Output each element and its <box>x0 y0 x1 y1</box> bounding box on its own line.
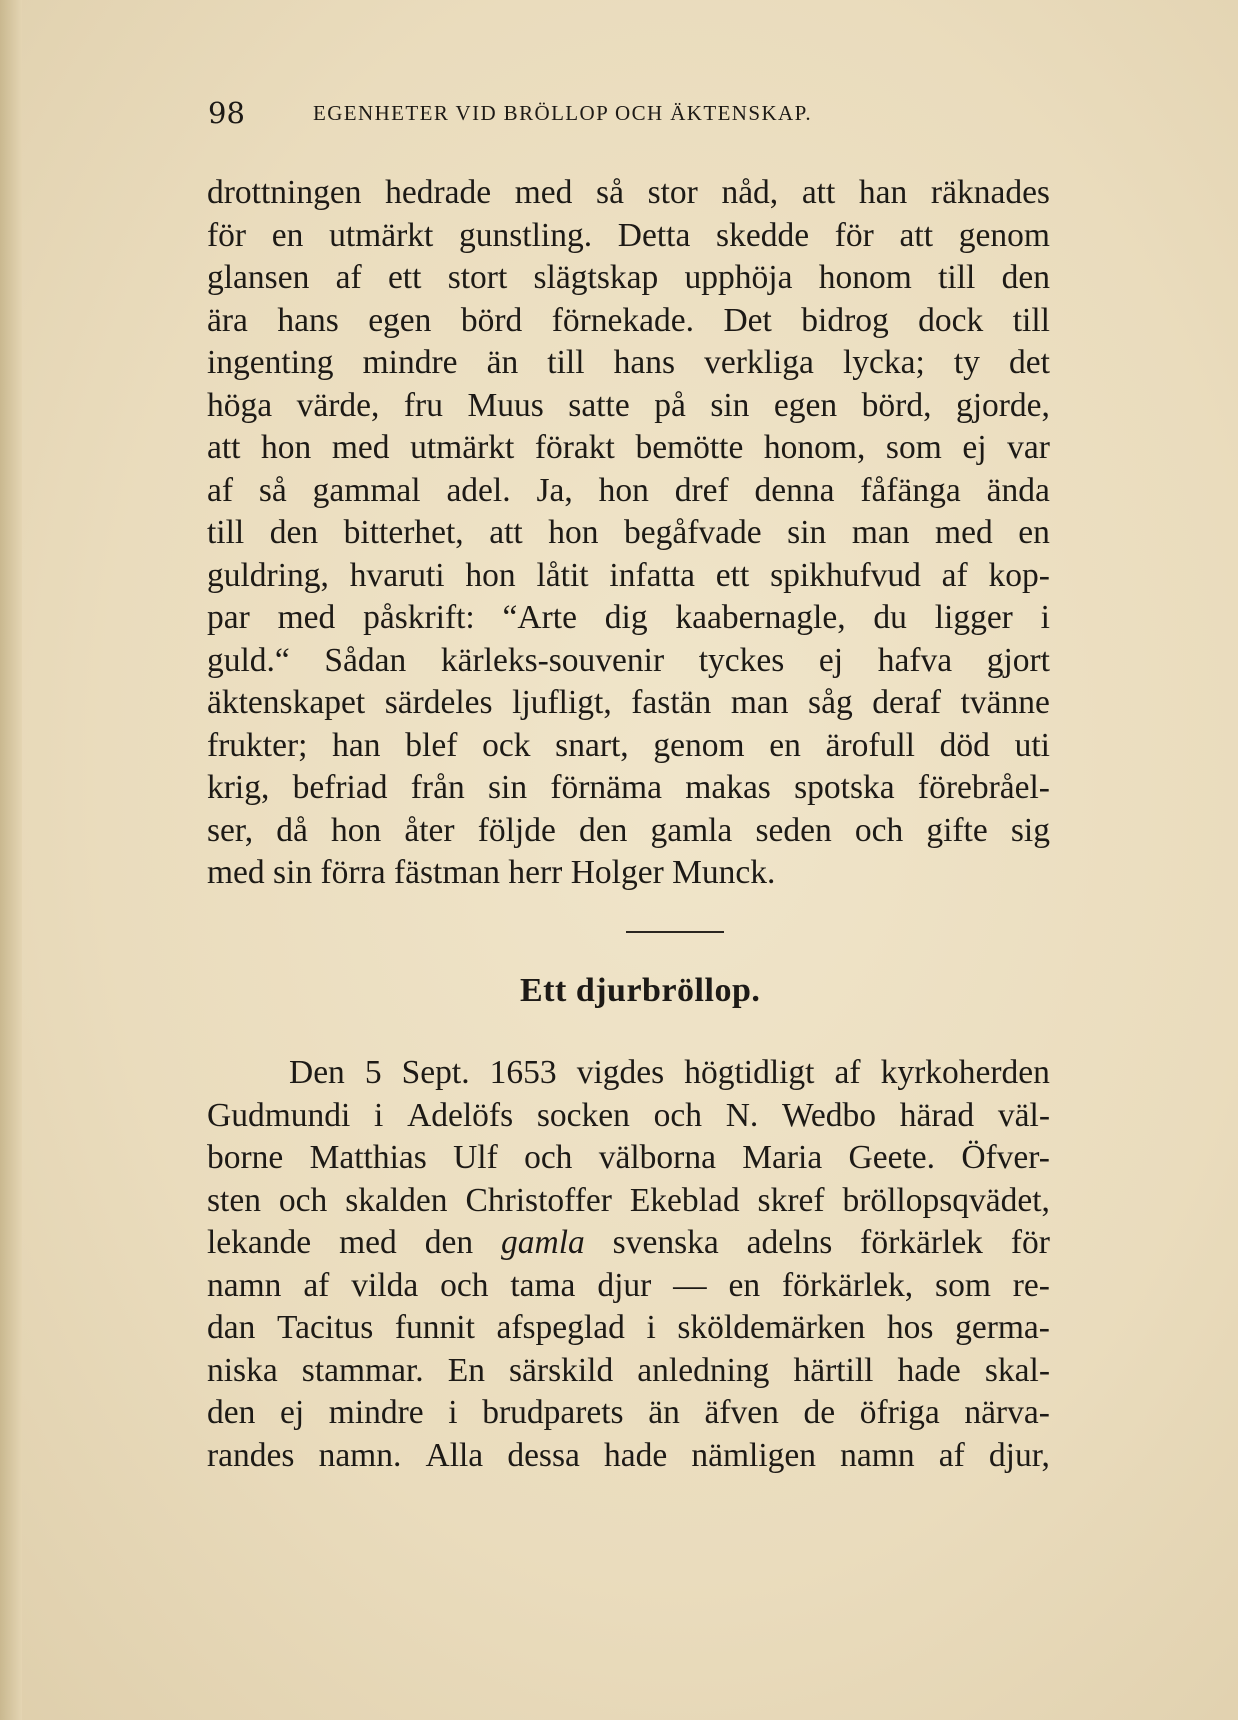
page-gutter-shadow <box>0 0 22 1720</box>
word: namn. <box>318 1436 402 1474</box>
word: Detta <box>617 216 691 254</box>
word: som <box>935 1266 991 1304</box>
word: hade <box>604 1436 668 1474</box>
word: ligger <box>934 599 1013 636</box>
word: socken <box>536 1096 630 1134</box>
word: en <box>1018 514 1050 551</box>
word: Geete. <box>848 1139 936 1176</box>
word: djur <box>597 1266 652 1304</box>
word: 1653 <box>489 1054 557 1091</box>
word: hvaruti <box>349 556 445 594</box>
word: en <box>769 726 801 764</box>
paragraph-line <box>207 1052 1050 1095</box>
word: sin <box>710 386 750 424</box>
paragraph-line <box>207 555 1050 598</box>
word: för <box>1010 1224 1050 1261</box>
word: med <box>514 174 573 211</box>
word: till <box>547 344 585 381</box>
word: — <box>673 1266 707 1304</box>
word: du <box>873 599 907 636</box>
word: 5 <box>364 1054 382 1091</box>
word: sten <box>207 1181 261 1219</box>
word: i <box>646 1309 656 1346</box>
word: det <box>1009 344 1050 381</box>
word: den <box>269 514 319 551</box>
word: af <box>941 556 968 594</box>
word: särskild <box>509 1351 614 1389</box>
word: hedrade <box>385 174 492 211</box>
word: äktenskapet <box>207 684 366 721</box>
word: än <box>648 1394 680 1431</box>
word: så <box>596 174 624 211</box>
paragraph-line <box>207 385 1050 428</box>
word: Sept. <box>401 1054 470 1091</box>
section-title: Ett djurbröllop. <box>520 972 761 1009</box>
word: man <box>851 514 910 551</box>
word: man <box>730 684 789 721</box>
word: hon <box>598 471 649 509</box>
word: af <box>207 471 234 509</box>
paragraph-2 <box>207 1052 1050 1477</box>
word: skref <box>757 1181 825 1219</box>
paragraph-line <box>207 725 1050 768</box>
word: lycka; <box>842 344 925 381</box>
word: från <box>410 769 465 806</box>
word: Ulf <box>453 1139 498 1176</box>
word: glansen <box>207 259 310 296</box>
word: och <box>653 1096 702 1134</box>
word: Maria <box>742 1139 823 1176</box>
word: djur, <box>988 1436 1050 1474</box>
word: som <box>885 429 942 466</box>
word: hans <box>613 344 676 381</box>
word: ingenting <box>207 344 334 381</box>
word: Tacitus <box>276 1309 374 1346</box>
paragraph-line <box>207 215 1050 258</box>
word: börd, <box>861 386 932 424</box>
word: äfven <box>704 1394 779 1431</box>
word: i <box>448 1394 458 1431</box>
word: namn <box>207 1266 282 1304</box>
word: re- <box>1012 1266 1050 1304</box>
word: sin <box>787 514 827 551</box>
word: hon <box>465 556 516 594</box>
word: fastän <box>631 684 712 721</box>
word: anledning <box>637 1351 770 1389</box>
word: En <box>447 1351 485 1389</box>
word: till <box>207 514 245 551</box>
paragraph-line <box>207 1435 1050 1478</box>
word: gammal <box>312 471 421 509</box>
paragraph-line <box>207 427 1050 470</box>
word: den <box>578 811 628 849</box>
word: Öfver- <box>961 1139 1050 1176</box>
paragraph-line <box>207 257 1050 300</box>
word: död <box>939 726 990 764</box>
paragraph-line <box>207 1180 1050 1223</box>
word: namn <box>840 1436 915 1474</box>
word: Det <box>723 301 772 339</box>
word: gjort <box>986 641 1050 679</box>
word: funnit <box>394 1309 475 1346</box>
word: höga <box>207 386 273 424</box>
word: makas <box>685 769 771 806</box>
word: de <box>803 1394 836 1431</box>
word: adel. <box>446 471 511 509</box>
page-header <box>208 96 1048 136</box>
word: adelns <box>746 1224 833 1261</box>
word: ända <box>986 471 1050 509</box>
word: ser, <box>207 811 254 849</box>
word: bitterhet, <box>343 514 464 551</box>
page-number: 98 <box>208 96 245 130</box>
word: utmärkt <box>410 429 515 466</box>
word: sig <box>1010 811 1050 849</box>
word: egen <box>773 386 838 424</box>
word: till <box>938 259 976 296</box>
word: såg <box>808 684 853 721</box>
word: förakt <box>534 429 615 466</box>
word: tama <box>510 1266 576 1304</box>
word: honom, <box>763 429 866 466</box>
paragraph-line <box>207 1222 1050 1265</box>
word: Gudmundi <box>207 1096 351 1134</box>
word: afspeglad <box>496 1309 625 1346</box>
section-divider-rule <box>626 931 724 933</box>
word: påskrift: <box>363 599 475 636</box>
word: borne <box>207 1139 284 1176</box>
word: än <box>486 344 519 381</box>
word: tvänne <box>960 684 1050 721</box>
word: snart, <box>555 726 629 764</box>
word: ljufligt, <box>512 684 612 721</box>
word: dref <box>674 471 729 509</box>
word: för <box>834 216 874 254</box>
word: särdeles <box>384 684 493 721</box>
word: guldring, <box>207 556 329 594</box>
word: och <box>524 1139 573 1176</box>
word: mindre <box>362 344 458 381</box>
word: Sådan <box>324 641 407 679</box>
word: vilda <box>351 1266 419 1304</box>
word: så <box>258 471 287 509</box>
word: Den <box>289 1054 345 1091</box>
word: frukter; <box>207 726 308 764</box>
word: hade <box>897 1351 961 1389</box>
paragraph-line <box>207 682 1050 725</box>
word: Wedbo <box>781 1096 877 1134</box>
word: gunstling. <box>459 216 593 254</box>
word: genom <box>653 726 745 764</box>
word: dig <box>604 599 648 636</box>
word: ej <box>962 429 987 466</box>
word: den <box>1001 259 1050 296</box>
word: för <box>207 216 247 254</box>
word: ty <box>953 344 980 381</box>
word: kärleks-souvenir <box>440 641 665 679</box>
word: Ja, <box>536 471 573 509</box>
word: randes <box>207 1436 295 1474</box>
word: af <box>834 1054 861 1091</box>
word: skalden <box>345 1181 448 1219</box>
word: sköldemärken <box>677 1309 866 1346</box>
word: stort <box>447 259 508 296</box>
word: denna <box>754 471 835 509</box>
word: ära <box>207 301 248 339</box>
word: af <box>303 1266 330 1304</box>
word: niska <box>207 1351 278 1389</box>
word: befriad <box>292 769 388 806</box>
word: dock <box>918 301 984 339</box>
word: att <box>489 514 523 551</box>
word: härad <box>899 1096 975 1134</box>
word: blef <box>405 726 458 764</box>
word: en <box>271 216 304 254</box>
paragraph-line <box>207 470 1050 513</box>
word: skedde <box>716 216 810 254</box>
word: och <box>854 811 904 849</box>
word: upphöja <box>684 259 793 296</box>
paragraph-line <box>207 640 1050 683</box>
paragraph-line <box>207 1137 1050 1180</box>
paragraph-line <box>207 810 1050 853</box>
paragraph-1 <box>207 172 1050 895</box>
word: att <box>899 216 934 254</box>
word: Adelöfs <box>407 1096 514 1134</box>
word: stammar. <box>301 1351 424 1389</box>
word: par <box>207 599 250 636</box>
word: drottningen <box>207 174 362 211</box>
word: af <box>335 259 362 296</box>
word: ock <box>482 726 531 764</box>
word: genom <box>958 216 1050 254</box>
word: bidrog <box>801 301 889 339</box>
word: förebråel- <box>917 769 1050 806</box>
word: skal- <box>984 1351 1050 1389</box>
word: börd <box>460 301 523 339</box>
word: Alla <box>425 1436 484 1474</box>
word: förnekade. <box>551 301 695 339</box>
word: honom <box>818 259 912 296</box>
word: kop- <box>988 556 1050 594</box>
word: satte <box>568 386 630 424</box>
word: Matthias <box>309 1139 427 1176</box>
italic-word: gamla <box>501 1224 585 1261</box>
paragraph-line <box>207 1392 1050 1435</box>
word: svenska <box>612 1224 719 1261</box>
word: fåfänga <box>860 471 961 509</box>
word: låtit <box>536 556 589 594</box>
word: tyckes <box>698 641 785 679</box>
word: och <box>440 1266 489 1304</box>
word: med <box>277 599 336 636</box>
paragraph-line <box>207 1350 1050 1393</box>
word: bemötte <box>635 429 744 466</box>
word: hon <box>330 811 382 849</box>
paragraph-line <box>207 300 1050 343</box>
paragraph-line <box>207 852 1050 895</box>
word: dan <box>207 1309 256 1346</box>
word: infatta <box>609 556 695 594</box>
word: med <box>339 1224 397 1261</box>
word: utmärkt <box>329 216 434 254</box>
word: han <box>332 726 381 764</box>
word: stor <box>647 174 698 211</box>
paragraph-line <box>207 342 1050 385</box>
word: i <box>374 1096 384 1134</box>
word: kyrkoherden <box>880 1054 1050 1091</box>
word: en <box>728 1266 761 1304</box>
word: den <box>424 1224 474 1261</box>
paragraph-line <box>207 172 1050 215</box>
paragraph-line <box>207 767 1050 810</box>
word: högtidligt <box>684 1054 815 1091</box>
word: närva- <box>964 1394 1050 1431</box>
word: egen <box>368 301 432 339</box>
word: gjorde, <box>955 386 1050 424</box>
word: han <box>858 174 908 211</box>
word: hon <box>548 514 599 551</box>
word: deraf <box>872 684 942 721</box>
word: Muus <box>467 386 544 424</box>
word: Christoffer <box>465 1181 612 1219</box>
paragraph-line <box>207 1095 1050 1138</box>
word: den <box>207 1394 256 1431</box>
word: i <box>1040 599 1050 636</box>
word: brudparets <box>482 1394 624 1431</box>
word: mindre <box>328 1394 424 1431</box>
word: att <box>207 429 241 466</box>
word: räknades <box>930 174 1050 211</box>
word: förkärlek, <box>782 1266 914 1304</box>
word: härtill <box>793 1351 874 1389</box>
word: ej <box>818 641 844 679</box>
word: fru <box>403 386 443 424</box>
word: vigdes <box>576 1054 665 1091</box>
word: gamla <box>650 811 733 849</box>
running-head: EGENHETER VID BRÖLLOP OCH ÄKTENSKAP. <box>313 101 812 125</box>
word: öfriga <box>859 1394 940 1431</box>
word: kaabernagle, <box>675 599 846 636</box>
word: hans <box>277 301 339 339</box>
word: förkärlek <box>860 1224 983 1261</box>
word: nämligen <box>691 1436 817 1474</box>
word: var <box>1007 429 1050 466</box>
word: följde <box>477 811 556 849</box>
word: krig, <box>207 769 270 806</box>
word: med <box>935 514 993 551</box>
word: ett <box>387 259 422 296</box>
word: spotska <box>794 769 895 806</box>
paragraph-line <box>207 512 1050 555</box>
word: på <box>654 386 686 424</box>
word: dessa <box>507 1436 580 1474</box>
word: med <box>331 429 390 466</box>
word: Ekeblad <box>629 1181 740 1219</box>
word: spikhufvud <box>770 556 921 594</box>
word: då <box>276 811 308 849</box>
word: ärofull <box>825 726 915 764</box>
word: “Arte <box>502 599 577 636</box>
word: värde, <box>296 386 380 424</box>
word: begåfvade <box>624 514 762 551</box>
word: gifte <box>926 811 988 849</box>
word: lekande <box>207 1224 312 1261</box>
paragraph-line <box>207 1307 1050 1350</box>
word: verkliga <box>704 344 814 381</box>
word: väl- <box>997 1096 1050 1134</box>
word: att <box>801 174 836 211</box>
word: N. <box>725 1096 759 1134</box>
word: ett <box>715 556 750 594</box>
paragraph-line <box>207 597 1050 640</box>
word: förnäma <box>550 769 662 806</box>
word: slägtskap <box>533 259 659 296</box>
word: hon <box>261 429 312 466</box>
paragraph-line <box>207 1265 1050 1308</box>
word: ej <box>279 1394 305 1431</box>
word: uti <box>1014 726 1050 764</box>
word: bröllopsqvädet, <box>842 1181 1050 1219</box>
word: guld.“ <box>207 641 290 679</box>
word: åter <box>404 811 455 849</box>
word: välborna <box>598 1139 716 1176</box>
word: och <box>278 1181 328 1219</box>
word: nåd, <box>721 174 779 211</box>
word: hos <box>886 1309 934 1346</box>
word: till <box>1012 301 1050 339</box>
line-text: med sin förra fästman herr Holger Munck. <box>207 854 776 891</box>
word: seden <box>755 811 832 849</box>
word: hafva <box>877 641 953 679</box>
word: germa- <box>955 1309 1050 1346</box>
word: sin <box>487 769 528 806</box>
word: af <box>938 1436 965 1474</box>
